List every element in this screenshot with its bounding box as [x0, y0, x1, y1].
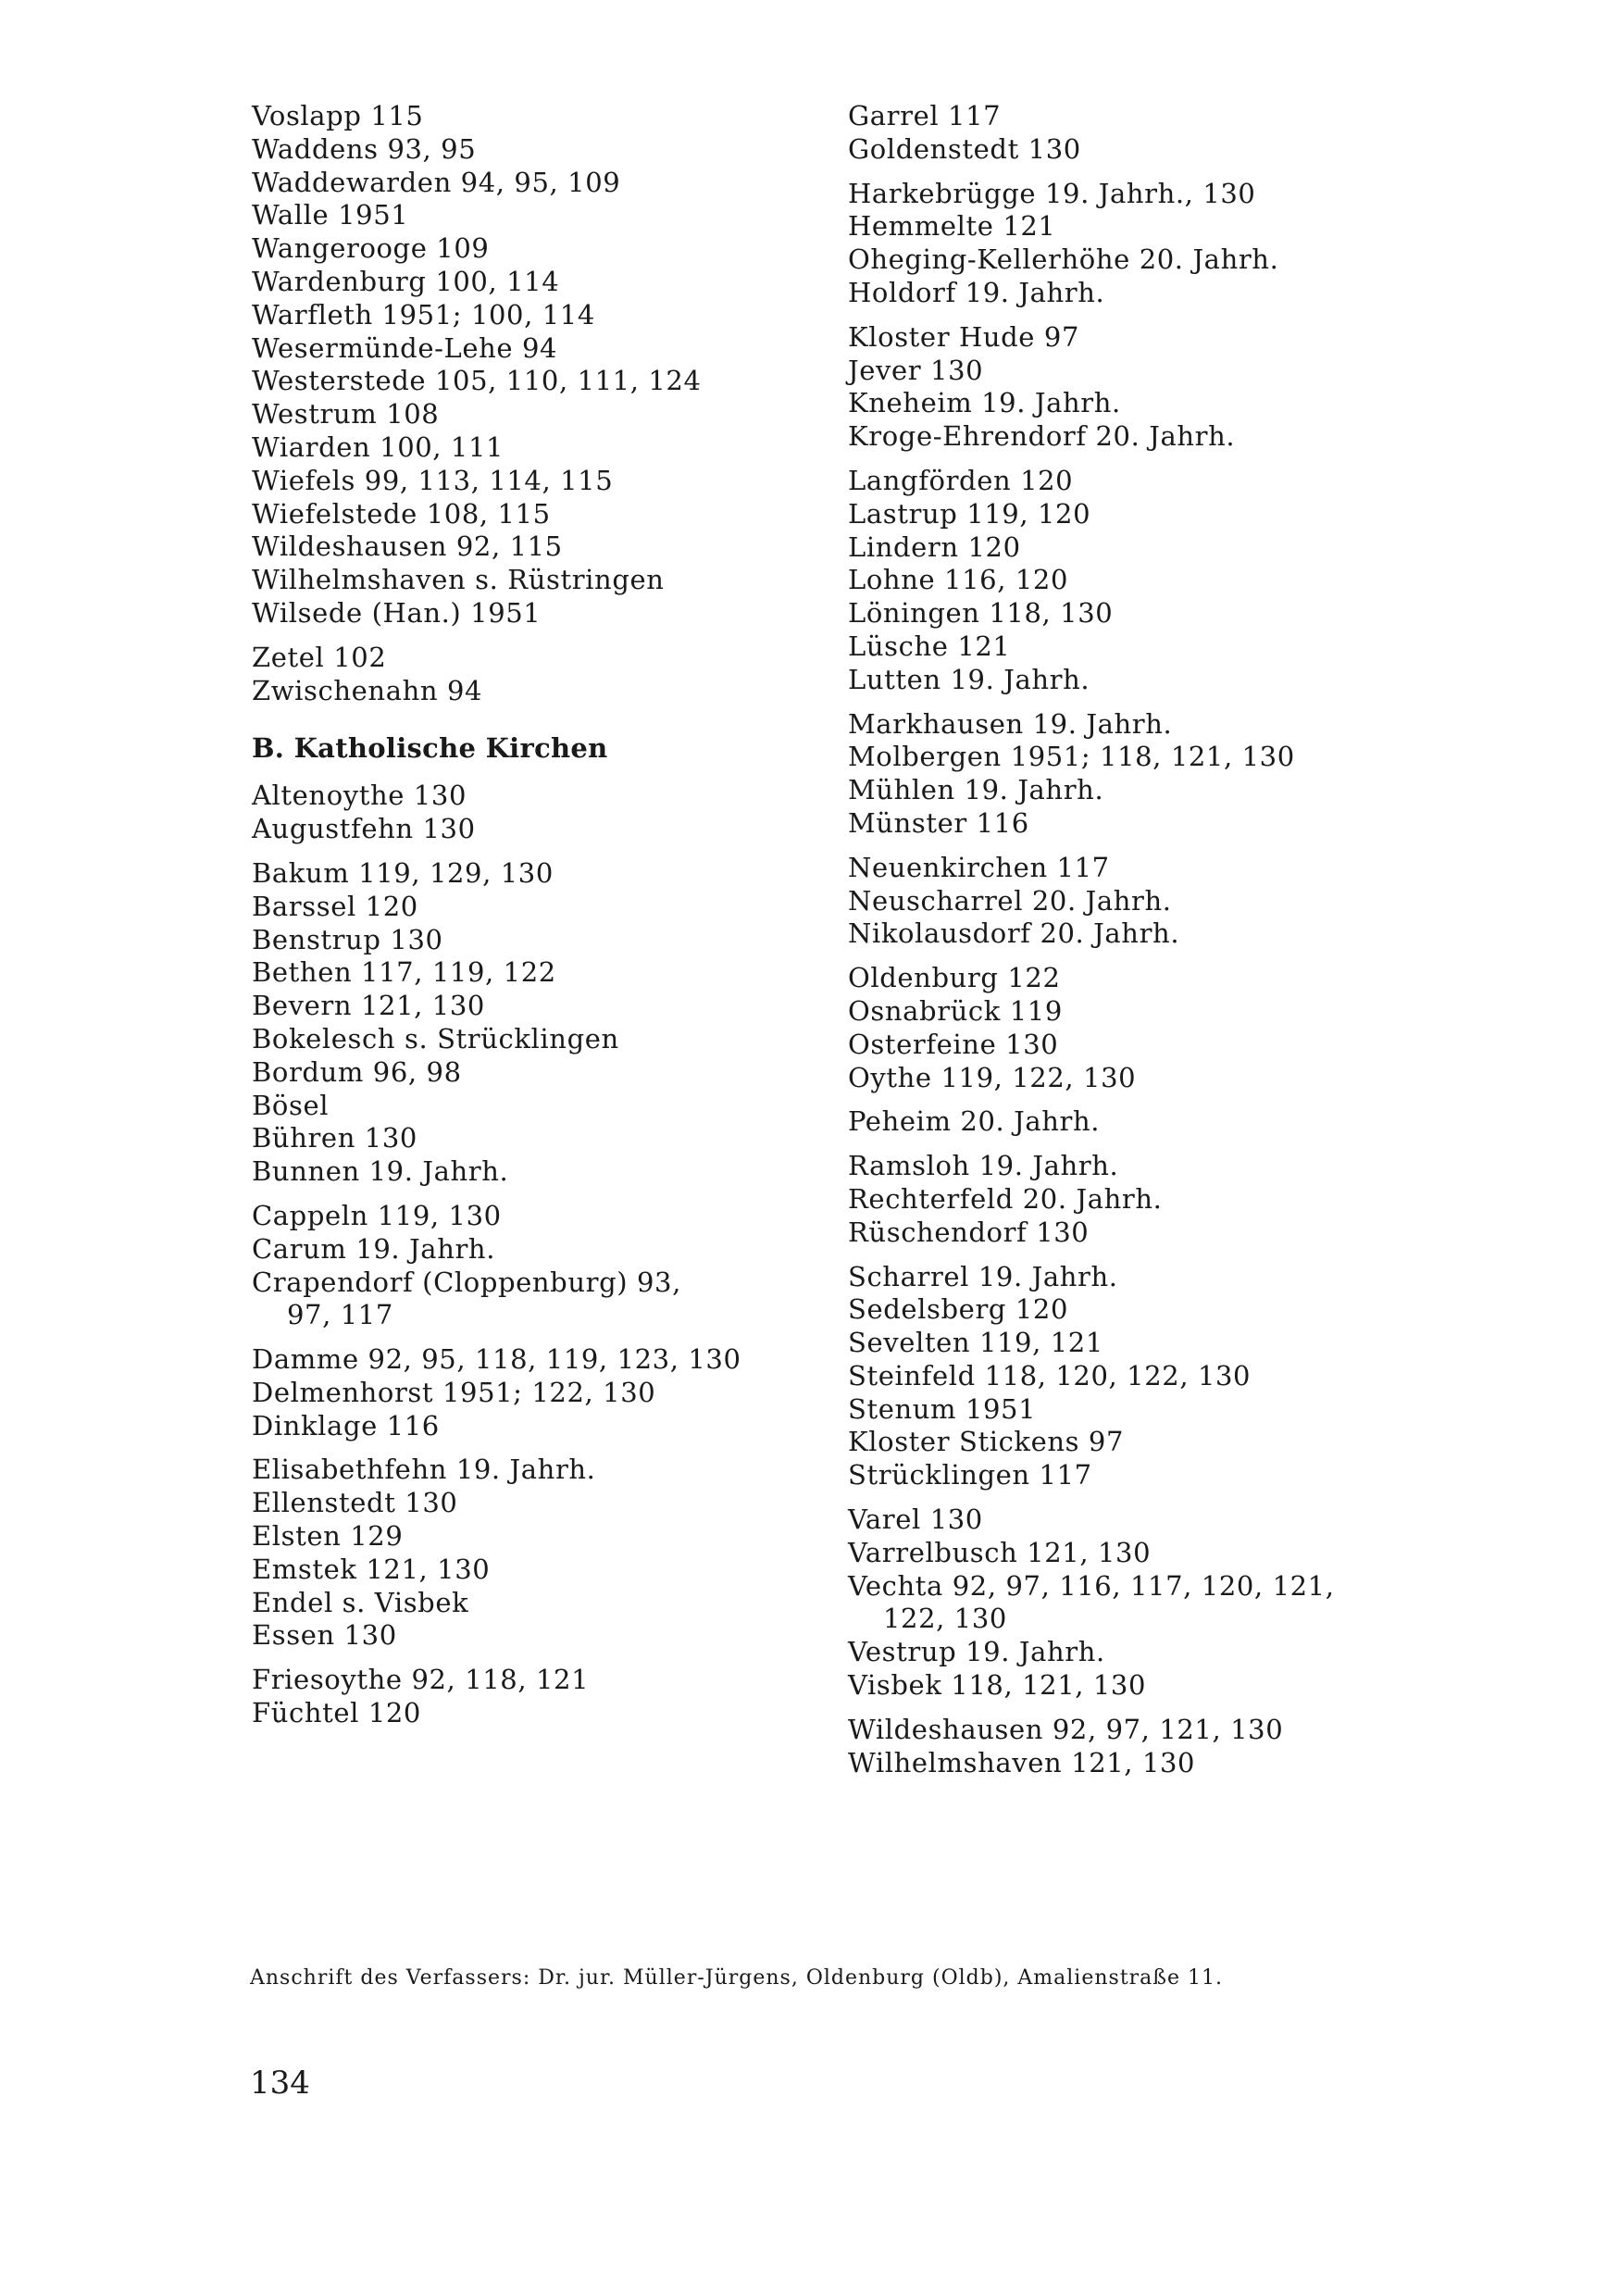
- index-entry: Holdorf 19. Jahrh.: [848, 276, 1105, 308]
- index-entry: Waddewarden 94, 95, 109: [252, 166, 621, 198]
- index-entry: Osterfeine 130: [848, 1028, 1059, 1060]
- index-entry: Visbek 118, 121, 130: [848, 1669, 1147, 1702]
- entry-group: [252, 1343, 807, 1442]
- entry-group: [252, 642, 807, 708]
- index-entry: Strücklingen 117: [848, 1459, 1092, 1491]
- index-entry: Sevelten 119, 121: [848, 1327, 1103, 1359]
- index-entry: Augustfehn 130: [252, 813, 476, 845]
- index-entry: Zetel 102: [252, 641, 387, 673]
- index-entry: Peheim 20. Jahrh.: [848, 1105, 1101, 1138]
- index-entry: Wardenburg 100, 114: [252, 265, 560, 297]
- entry-group: [848, 708, 1422, 841]
- index-entry: Goldenstedt 130: [848, 132, 1081, 165]
- index-entry: Lutten 19. Jahrh.: [848, 663, 1090, 695]
- index-entry: Wilsede (Han.) 1951: [252, 596, 542, 629]
- index-entry: Wiefels 99, 113, 114, 115: [252, 464, 614, 496]
- index-entry: Wilhelmshaven s. Rüstringen: [252, 564, 665, 596]
- index-entry: Dinklage 116: [252, 1409, 440, 1441]
- index-entry: Lüsche 121: [848, 630, 1011, 662]
- index-entry: Wilhelmshaven 121, 130: [848, 1746, 1196, 1778]
- entry-group: [848, 1150, 1422, 1249]
- entry-group: [848, 321, 1422, 454]
- index-entry: Ellenstedt 130: [252, 1487, 458, 1519]
- author-address-note: Anschrift des Verfassers: Dr. jur. Müller-Jürgens, Oldenburg (Oldb), Amalienstraße 11.: [250, 1966, 1223, 1990]
- index-entry: Kroge-Ehrendorf 20. Jahrh.: [848, 420, 1236, 453]
- index-entry: Füchtel 120: [252, 1697, 421, 1729]
- index-entry: Mühlen 19. Jahrh.: [848, 774, 1104, 806]
- index-entry: Oythe 119, 122, 130: [848, 1061, 1137, 1093]
- index-entry: Oldenburg 122: [848, 962, 1061, 994]
- index-entry: Walle 1951: [252, 199, 409, 231]
- index-entry: Löningen 118, 130: [848, 597, 1114, 630]
- entry-group: [848, 1105, 1422, 1139]
- page-number: 134: [250, 2065, 310, 2102]
- index-entry: Nikolausdorf 20. Jahrh.: [848, 917, 1180, 950]
- index-entry: Wiarden 100, 111: [252, 430, 505, 463]
- index-entry: Varel 130: [848, 1504, 983, 1536]
- index-entry: Vestrup 19. Jahrh.: [848, 1636, 1105, 1668]
- index-entry: Waddens 93, 95: [252, 132, 477, 165]
- index-entry: Harkebrügge 19. Jahrh., 130: [848, 177, 1256, 209]
- index-entry-continuation: 122, 130: [883, 1603, 1007, 1635]
- index-entry: Münster 116: [848, 806, 1029, 839]
- index-entry: Steinfeld 118, 120, 122, 130: [848, 1359, 1252, 1391]
- index-entry: Endel s. Visbek: [252, 1586, 469, 1618]
- index-entry: Sedelsberg 120: [848, 1293, 1069, 1326]
- entry-group: [848, 100, 1422, 167]
- index-entry: Delmenhorst 1951; 122, 130: [252, 1376, 656, 1408]
- index-entry: Markhausen 19. Jahrh.: [848, 707, 1173, 740]
- index-entry: Bokelesch s. Strücklingen: [252, 1022, 619, 1054]
- index-entry: Vechta 92, 97, 116, 117, 120, 121,: [848, 1569, 1335, 1602]
- index-entry: Jever 130: [848, 354, 984, 386]
- index-entry: Bakum 119, 129, 130: [252, 856, 554, 889]
- entry-group: [848, 962, 1422, 1094]
- index-entry: Langförden 120: [848, 464, 1074, 496]
- entry-group: [848, 1504, 1422, 1703]
- index-entry: Neuenkirchen 117: [848, 851, 1110, 883]
- index-entry: Wangerooge 109: [252, 232, 490, 265]
- index-entry: Rüschendorf 130: [848, 1216, 1090, 1248]
- index-entry: Bordum 96, 98: [252, 1055, 462, 1088]
- entry-group: [252, 1454, 807, 1653]
- index-entry: Lindern 120: [848, 530, 1021, 563]
- index-entry: Kloster Stickens 97: [848, 1426, 1125, 1458]
- index-entry: Westrum 108: [252, 398, 440, 430]
- index-entry: Wiefelstede 108, 115: [252, 497, 551, 530]
- index-entry: Zwischenahn 94: [252, 674, 483, 706]
- index-entry: Kneheim 19. Jahrh.: [848, 387, 1121, 419]
- index-entry: Bunnen 19. Jahrh.: [252, 1155, 509, 1188]
- index-entry: Elisabethfehn 19. Jahrh.: [252, 1454, 596, 1486]
- index-entry: Elsten 129: [252, 1520, 404, 1553]
- entry-group: [848, 1261, 1422, 1493]
- index-entry: Oheging-Kellerhöhe 20. Jahrh.: [848, 243, 1279, 276]
- index-entry: Bevern 121, 130: [252, 990, 485, 1022]
- index-entry: Crapendorf (Cloppenburg) 93,: [252, 1266, 681, 1298]
- entry-group: [848, 1714, 1422, 1780]
- entry-group: [848, 178, 1422, 310]
- index-entry: Rechterfeld 20. Jahrh.: [848, 1182, 1163, 1215]
- index-entry: Scharrel 19. Jahrh.: [848, 1260, 1118, 1292]
- index-entry: Cappeln 119, 130: [252, 1199, 502, 1231]
- index-entry: Garrel 117: [848, 100, 1002, 131]
- entry-group: [848, 465, 1422, 697]
- index-entry: Lohne 116, 120: [848, 564, 1068, 596]
- index-entry-continuation: 97, 117: [287, 1299, 393, 1331]
- index-entry: Kloster Hude 97: [848, 320, 1079, 353]
- left-column: [252, 100, 807, 1741]
- index-entry: Essen 130: [252, 1619, 397, 1652]
- index-entry: Warfleth 1951; 100, 114: [252, 298, 595, 331]
- index-entry: Emstek 121, 130: [252, 1553, 491, 1585]
- index-entry: Bösel: [252, 1089, 330, 1121]
- entry-group: [252, 1664, 807, 1730]
- index-entry: Barssel 120: [252, 890, 418, 922]
- index-entry: Ramsloh 19. Jahrh.: [848, 1150, 1119, 1182]
- index-entry: Varrelbusch 121, 130: [848, 1536, 1152, 1568]
- index-entry: Benstrup 130: [252, 923, 443, 955]
- index-entry: Bethen 117, 119, 122: [252, 956, 556, 989]
- index-entry: Lastrup 119, 120: [848, 497, 1091, 530]
- index-entry: Bühren 130: [252, 1122, 417, 1154]
- index-entry: Voslapp 115: [252, 100, 424, 131]
- index-entry: Damme 92, 95, 118, 119, 123, 130: [252, 1343, 741, 1376]
- index-entry: Stenum 1951: [848, 1392, 1037, 1425]
- entry-group: [252, 1200, 807, 1332]
- index-entry: Carum 19. Jahrh.: [252, 1232, 496, 1265]
- index-entry: Wildeshausen 92, 115: [252, 530, 563, 563]
- index-entry: Wesermünde-Lehe 94: [252, 331, 558, 364]
- index-entry: Hemmelte 121: [848, 210, 1056, 243]
- section-heading: B. Katholische Kirchen: [252, 732, 608, 765]
- index-entry: Westerstede 105, 110, 111, 124: [252, 365, 702, 397]
- index-entry: Osnabrück 119: [848, 994, 1063, 1027]
- index-entry: Neuscharrel 20. Jahrh.: [848, 884, 1172, 917]
- entry-group: [252, 780, 807, 846]
- index-entry: Molbergen 1951; 118, 121, 130: [848, 741, 1295, 773]
- index-entry: Altenoythe 130: [252, 780, 467, 812]
- index-entry: Friesoythe 92, 118, 121: [252, 1664, 590, 1696]
- right-column: [848, 100, 1422, 1791]
- index-entry: Wildeshausen 92, 97, 121, 130: [848, 1713, 1284, 1745]
- entry-group: [252, 857, 807, 1189]
- entry-group: [848, 852, 1422, 951]
- entry-group: [252, 100, 807, 630]
